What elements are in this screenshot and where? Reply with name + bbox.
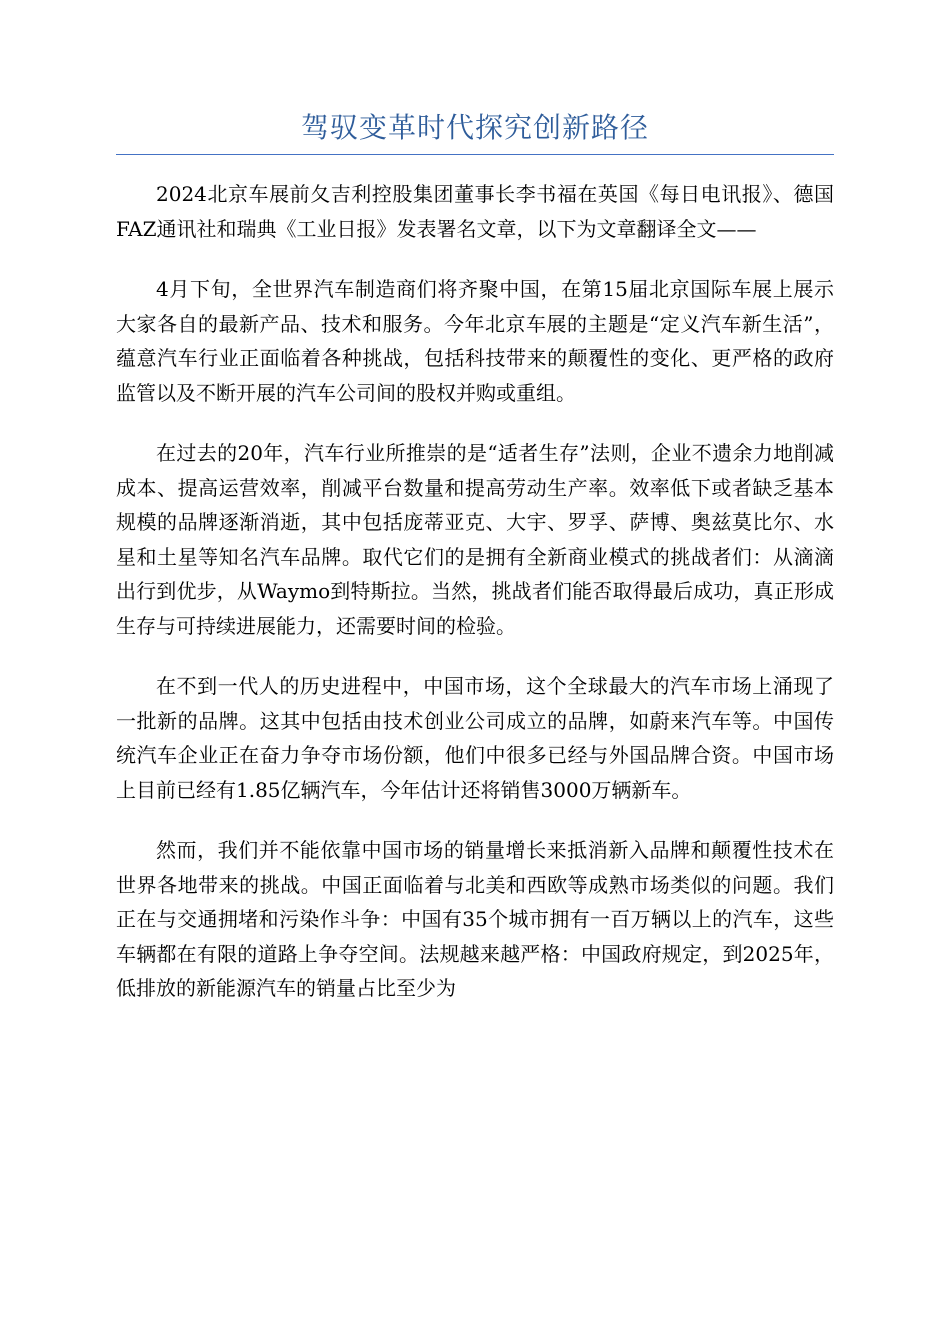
paragraph-auto-show: 4月下旬，全世界汽车制造商们将齐聚中国，在第15届北京国际车展上展示大家各自的最新产品、技术和服务。今年北京车展的主题是“定义汽车新生活”，蕴意汽车行业正面临着各种挑战，包括科技带来的颠覆性的变化、更严格的政府监管以及不断开展的汽车公司间的股权并购或重组。	[116, 277, 834, 405]
article-body	[116, 177, 834, 1032]
document-title: 驾驭变革时代探究创新路径	[300, 111, 649, 144]
paragraph-intro: 2024北京车展前夂吉利控股集团董事长李书福在英国《每日电讯报》、德国FAZ通讯社和瑞典《工业日报》发表署名文章，以下为文章翻译全文——	[116, 182, 834, 241]
title-underline	[116, 154, 834, 155]
paragraph-china-market: 在不到一代人的历史进程中，中国市场，这个全球最大的汽车市场上涌现了一批新的品牌。这其中包括由技术创业公司成立的品牌，如蔚来汽车等。中国传统汽车企业正在奋力争夺市场份额，他们中很多已经与外国品牌合资。中国市场上目前已经有1.85亿辆汽车，今年估计还将销售3000万辆新车。	[116, 674, 834, 802]
paragraph-challenges: 然而，我们并不能依靠中国市场的销量增长来抵消新入品牌和颠覆性技术在世界各地带来的挑战。中国正面临着与北美和西欧等成熟市场类似的问题。我们正在与交通拥堵和污染作斗争：中国有35个城市拥有一百万辆以上的汽车，这些车辆都在有限的道路上争夺空间。法规越来越严格：中国政府规定，到2025年，低排放的新能源汽车的销量占比至少为	[116, 838, 834, 1000]
paragraph-survival: 在过去的20年，汽车行业所推崇的是“适者生存”法则，企业不遗余力地削减成本、提高运营效率，削减平台数量和提高劳动生产率。效率低下或者缺乏基本规模的品牌逐渐消逝，其中包括庞蒂亚克、大宇、罗孚、萨博、奥兹莫比尔、水星和土星等知名汽车品牌。取代它们的是拥有全新商业模式的挑战者们：从滴滴出行到优步，从Waymo到特斯拉。当然，挑战者们能否取得最后成功，真正形成生存与可持续进展能力，还需要时间的检验。	[116, 441, 834, 638]
